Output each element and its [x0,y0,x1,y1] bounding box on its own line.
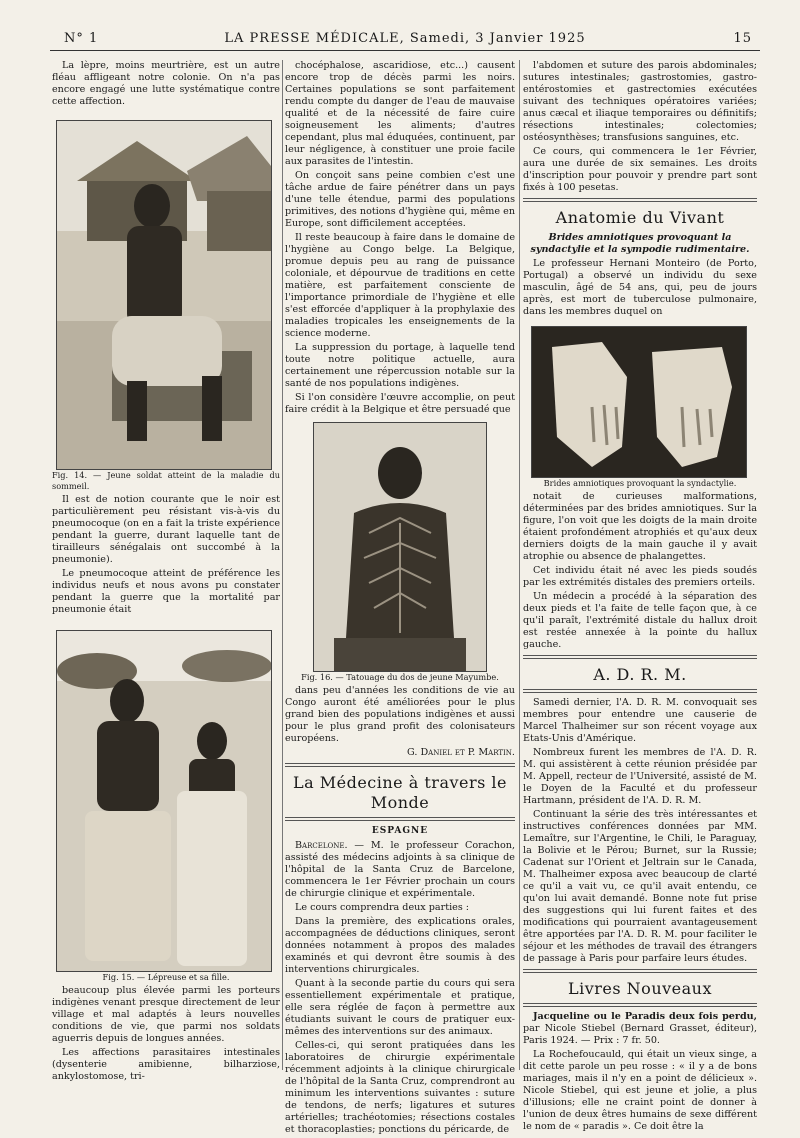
paragraph: Les affections parasitaires intestinales (dysenterie amibienne, bilharziose, ankylostomose, tri- [52,1047,280,1082]
paragraph: Cet individu était né avec les pieds soudés par les extrémités distales des premiers orteils. [523,565,757,588]
paragraph: l'abdomen et suture des parois abdominales; sutures intestinales; gastrostomies, gastro-entérostomies et gastrectomies exécutées suivant des techniques opératoires variées; anus cæcal et iliaque temporaires ou définitifs; résections intestinales; colectomies; ostéosynthèses; transfusions sanguines, etc. [523,60,757,143]
figure-16-caption: Fig. 16. — Tatouage du dos de jeune Mayumbe. [301,672,499,682]
paragraph: Il reste beaucoup à faire dans le domaine de l'hygiène au Congo belge. La Belgique, promue depuis peu au rang de puissance coloniale, et dépourvue de traditions en cette matière, est parfaitement consciente de l'importance primordiale de l'hygiène et elle s'est efforcée d'appliquer à la prophylaxie des maladies tropicales les enseignements de la science moderne. [285,232,515,339]
paragraph: dans peu d'années les conditions de vie au Congo auront été améliorées pour le plus grand bien des populations indigènes et aussi pour le plus grand profit des colonisateurs européens. [285,685,515,744]
section-title-adrm: A. D. R. M. [593,665,687,684]
paragraph: Nombreux furent les membres de l'A. D. R. M. qui assistèrent à cette réunion présidée par M. Appell, recteur de l'Université, assisté de M. le Doyen de la Faculté et du professeur Hartmann, président de l'A. D. R. M. [523,747,757,806]
figure-15-photo [56,630,272,972]
figure-14-caption: Fig. 14. — Jeune soldat atteint de la maladie du sommeil. [52,470,280,491]
book-title: Jacqueline ou le Paradis deux fois perdu, [533,1011,757,1022]
paragraph: beaucoup plus élevée parmi les porteurs indigènes venant presque directement de leur village et mal adaptés à leurs nouvelles conditions de vie, que parmi nos soldats aguerris depuis de longues années. [52,985,280,1044]
paragraph: La lèpre, moins meurtrière, est un autre fléau affligeant notre colonie. On n'a pas encore engagé une lutte systématique contre cette affection. [52,60,280,107]
column-divider [519,60,520,1070]
place-name: Barcelone. [295,840,348,851]
paragraph: Celles-ci, qui seront pratiquées dans les laboratoires de chirurgie expérimentale récemment adjoints à la clinique chirurgicale de l'hôpital de la Santa Cruz, comprendront au minimum les interventions suivantes : suture de tendons, de nerfs; ligatures et sutures artérielles; trachéotomies; résections costales et thoracoplasties; ponctions du péricarde, de [285,1040,515,1135]
book-entry [523,1011,757,1047]
paragraph: La Rochefoucauld, qui était un vieux singe, a dit cette parole un peu rosse : « il y a de bons mariages, mais il n'y en a point de délicieux ». Nicole Stiebel, qui est jeune et jolie, a plus d'illusions; elle ne craint point de donner à l'union de deux êtres humains de sexe différent le nom de « paradis ». Ce doit être la [523,1049,757,1132]
paragraph: Un médecin a procédé à la séparation des deux pieds et l'a faite de telle façon que, à ce qu'il paraît, l'extrémité distale du hallux droit est restée annexée à la pointe du hallux gauche. [523,591,757,650]
section-rule [285,763,515,767]
hands-caption: Brides amniotiques provoquant la syndactylie. [543,478,737,488]
signature: G. Daniel et P. Martin. [407,747,515,758]
section-rule [523,655,757,659]
paragraph: Quant à la seconde partie du cours qui sera essentiellement expérimentale et pratique, elle sera réglée de façon à permettre aux étudiants suivant le cours de pratiquer eux-mêmes des interventions sur des animaux. [285,978,515,1037]
column-2 [285,60,515,1138]
figure-14-photo [56,120,272,470]
section-subtitle: Brides amniotiques provoquant la syndactylie et la sympodie rudimentaire. [530,232,750,255]
column-divider [282,60,283,1070]
paragraph: Il est de notion courante que le noir est particulièrement peu résistant vis-à-vis du pneumocoque (on en a fait la triste expérience pendant la guerre, durant laquelle tant de tirailleurs sénégalais ont succombé à la pneumonie). [52,494,280,565]
paragraph [285,840,515,900]
section-rule [523,689,757,693]
hands-photo [531,326,747,478]
page-number: 15 [733,31,752,46]
paragraph: Samedi dernier, l'A. D. R. M. convoquait ses membres pour entendre une causerie de Marcel Thalheimer sur son récent voyage aux Etats-Unis d'Amérique. [523,697,757,744]
journal-title: LA PRESSE MÉDICALE, Samedi, 3 Janvier 1925 [224,31,586,46]
country-heading: ESPAGNE [371,826,429,836]
paragraph: La suppression du portage, à laquelle tend toute notre politique actuelle, aura certainement une répercussion notable sur la santé de nos populations indigènes. [285,342,515,389]
figure-15-caption: Fig. 15. — Lépreuse et sa fille. [102,972,230,982]
section-rule [523,198,757,202]
column-3 [523,60,757,1135]
paragraph: Continuant la série des très intéressantes et instructives conférences données par MM. Lemaître, sur l'Argentine, le Chili, le Paraguay, la Bolivie et le Pérou; Burnet, sur la Russie; Cadenat sur l'Orient et Jeltrain sur le Canada, M. Thalheimer exposa avec beaucoup de clarté ce qu'il a vait vu, ce qu'il avait entendu, ce qu'on lui avait demandé. Bonne note fut prise des suggestions qui lui furent faites et des modifications qui pourraient avantageusement être apportées par l'A. D. R. M. pour faciliter le séjour et les méthodes de travail des étrangers de passage à Paris pour parfaire leurs études. [523,809,757,964]
section-title-medecine: La Médecine à travers le Monde [292,773,508,812]
section-rule [285,817,515,821]
column-1 [52,60,280,1085]
section-title-anatomie: Anatomie du Vivant [555,208,725,227]
page-header [50,28,760,51]
paragraph-text: — M. le professeur Corachon, assisté des médecins adjoints à sa clinique de l'hôpital de la Santa Cruz de Barcelone, commencera le 1er Février prochain un cours de chirurgie clinique et expérimentale. [285,840,515,899]
paragraph: Ce cours, qui commencera le 1er Février, aura une durée de six semaines. Les droits d'inscription pour pouvoir y prendre part sont fixés à 100 pesetas. [523,146,757,193]
paragraph: chocéphalose, ascaridiose, etc...) causent encore trop de décès parmi les noirs. Certaines populations se sont parfaitement rendu compte du danger de l'eau de mauvaise qualité et de la nécessité de faire cuire soigneusement les aliments; d'autres cependant, plus mal éduquées, continuent, par leur négligence, à constituer une proie facile aux parasites de l'intestin. [285,60,515,167]
figure-16-photo [313,422,487,672]
paragraph: Le cours comprendra deux parties : [295,902,470,913]
issue-number: N° 1 [64,31,99,46]
section-title-livres: Livres Nouveaux [567,979,712,998]
paragraph: Si l'on considère l'œuvre accomplie, on peut faire crédit à la Belgique et être persuadé que [285,392,515,415]
paragraph: Le professeur Hernani Monteiro (de Porto, Portugal) a observé un individu du sexe masculin, âgé de 54 ans, qui, peu de jours après, est mort de tuberculose pulmonaire, dans les membres duquel on [523,258,757,317]
paragraph: notait de curieuses malformations, déterminées par des brides amniotiques. Sur la figure, l'on voit que les doigts de la main droite étaient profondément atrophiés et qu'aux deux derniers doigts de la main gauche il y avait atrophie ou absence de phalangettes. [523,491,757,562]
section-rule [523,969,757,973]
book-meta: par Nicole Stiebel (Bernard Grasset, éditeur), Paris 1924. — Prix : 7 fr. 50. [523,1023,757,1046]
paragraph: Le pneumocoque atteint de préférence les individus neufs et nous avons pu constater pendant la guerre que la mortalité par pneumonie était [52,568,280,615]
paragraph: On conçoit sans peine combien c'est une tâche ardue de faire pénétrer dans un pays d'une telle étendue, parmi des populations primitives, des notions d'hygiène qui, même en Europe, sont difficilement acceptées. [285,170,515,229]
section-rule [523,1003,757,1007]
paragraph: Dans la première, des explications orales, accompagnées de déductions cliniques, seront données notamment à propos des malades examinés et qui devront être soumis à des interventions chirurgicales. [285,916,515,975]
